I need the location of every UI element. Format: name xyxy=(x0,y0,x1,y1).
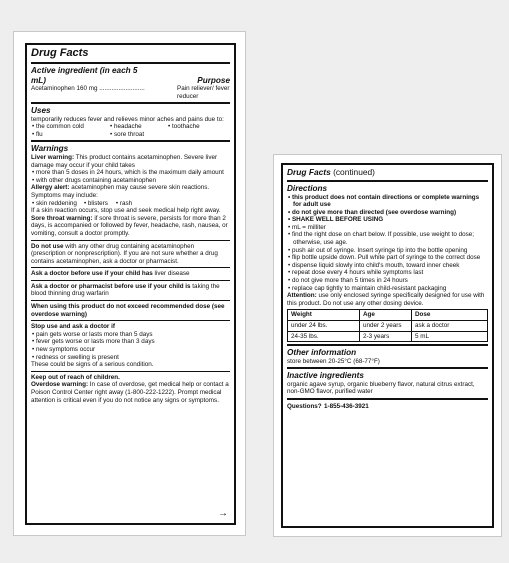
list-item: • do not give more than directed (see overdose warning) xyxy=(287,209,488,217)
active-heading: Active ingredient (in each 5 mL) xyxy=(31,66,138,85)
list-item: • rash xyxy=(115,200,133,208)
list-item: • more than 5 doses in 24 hours, which is the maximum daily amount xyxy=(31,169,230,177)
list-item: • pain gets worse or lasts more than 5 days xyxy=(31,331,230,339)
warnings-section xyxy=(31,140,230,237)
table-header: Weight xyxy=(288,310,360,321)
list-item: • this product does not contain directions or complete warnings for adult use xyxy=(287,194,488,209)
list-item: • push air out of syringe. Insert syringe tip into the bottle opening xyxy=(287,247,488,255)
other-info-section xyxy=(287,344,488,365)
keep-out: Keep out of reach of children. xyxy=(31,373,120,381)
active-ingredient-section xyxy=(31,62,230,100)
ask-pharmacist-section: Ask a doctor or pharmacist before use if your child is taking the blood thinning drug warfarin xyxy=(31,280,230,298)
keep-out-section xyxy=(31,371,230,404)
active-line: Acetaminophen 160 mg .......................... xyxy=(31,85,145,92)
allergy-alert: Allergy alert: acetaminophen may cause severe skin reactions. Symptoms may include: xyxy=(31,184,210,199)
drug-facts-title: Drug Facts xyxy=(31,47,89,59)
warnings-heading: Warnings xyxy=(31,144,69,154)
questions-phone: 1-855-436-3921 xyxy=(323,402,369,410)
list-item: • repeat dose every 4 hours while symptoms last xyxy=(287,269,488,277)
drug-facts-continued-box xyxy=(281,163,494,528)
questions-section xyxy=(287,398,488,411)
do-not-use-section: Do not use with any other drug containing acetaminophen (prescription or nonprescription). If you are not sure whether a drug contains acetaminophen, ask a doctor or pharmacist. xyxy=(31,240,230,266)
table-header: Age xyxy=(360,310,412,321)
drug-facts-panel-right xyxy=(273,154,502,537)
list-item: • skin reddening xyxy=(31,200,77,208)
other-text: store between 20-25°C (68-77°F) xyxy=(287,357,380,365)
list-item: • dispense liquid slowly into child's mouth, toward inner cheek xyxy=(287,262,488,270)
uses-intro: temporarily reduces fever and relieves minor aches and pains due to: xyxy=(31,115,224,123)
drug-facts-panel-left xyxy=(13,31,246,536)
dosing-table xyxy=(287,309,488,342)
stop-after: These could be signs of a serious condition. xyxy=(31,361,154,369)
inactive-heading: Inactive ingredients xyxy=(287,371,364,381)
inactive-text: organic agave syrup, organic blueberry flavor, natural citrus extract, non-GMO flavor, purified water xyxy=(287,380,475,396)
table-header: Dose xyxy=(412,310,488,321)
uses-heading: Uses xyxy=(31,106,51,116)
list-item: • flip bottle upside down. Pull white part of syringe to the correct dose xyxy=(287,254,488,262)
list-item: • redness or swelling is present xyxy=(31,354,230,362)
drug-facts-box xyxy=(25,43,236,525)
when-using-section: When using this product do not exceed recommended dose (see overdose warning) xyxy=(31,300,230,318)
inactive-section xyxy=(287,367,488,396)
stop-use-section xyxy=(31,320,230,369)
list-item: • SHAKE WELL BEFORE USING xyxy=(287,216,488,224)
arrow-right-icon: → xyxy=(218,508,228,519)
list-item: • the common cold xyxy=(31,123,109,131)
directions-section xyxy=(287,180,488,342)
drug-facts-continued-title: Drug Facts (continued) xyxy=(287,167,375,177)
list-item: • do not give more than 5 times in 24 hours xyxy=(287,277,488,285)
list-item: • blisters xyxy=(83,200,109,208)
list-item: • mL = milliter xyxy=(287,224,488,232)
list-item: • with other drugs containing acetaminophen xyxy=(31,177,230,185)
attention-note: Attention: use only enclosed syringe specifically designed for use with this product. Do not use any other dosing device. xyxy=(287,292,485,307)
stop-heading: Stop use and ask a doctor if xyxy=(31,323,115,331)
list-item: • new symptoms occur xyxy=(31,346,230,354)
ask-doctor-section: Ask a doctor before use if your child has liver disease xyxy=(31,267,230,278)
list-item: • fever gets worse or lasts more than 3 days xyxy=(31,338,230,346)
table-row: 24-35 lbs. 2-3 years 5 mL xyxy=(288,331,488,342)
list-item: • find the right dose on chart below. If possible, use weight to dose; otherwise, use age. xyxy=(287,231,488,246)
overdose-warning: Overdose warning: In case of overdose, get medical help or contact a Poison Control Center right away (1-800-222-1222). Prompt medical attention is critical even if you do not notice any signs or symptoms. xyxy=(31,381,229,404)
questions-label: Questions? xyxy=(287,402,322,410)
table-row: under 24 lbs. under 2 years ask a doctor xyxy=(288,321,488,332)
list-item: • flu xyxy=(31,131,109,139)
list-item: • headache xyxy=(109,123,167,131)
list-item: • replace cap tightly to maintain child-resistant packaging xyxy=(287,285,488,293)
uses-section xyxy=(31,102,230,138)
other-heading: Other information xyxy=(287,348,357,358)
sore-throat-warning: Sore throat warning: if sore throat is severe, persists for more than 2 days, is accompanied or followed by fever, headache, rash, nausea, or vomiting, consult a doctor promptly. xyxy=(31,214,228,237)
liver-warning: Liver warning: This product contains acetaminophen. Severe liver damage may occur if your child takes xyxy=(31,153,218,169)
list-item: • sore throat xyxy=(109,131,167,139)
directions-heading: Directions xyxy=(287,184,328,193)
purpose-heading: Purpose xyxy=(197,75,230,85)
allergy-after: If a skin reaction occurs, stop use and seek medical help right away. xyxy=(31,207,221,215)
purpose-text: Pain reliever/ fever reducer xyxy=(177,85,230,100)
list-item: • toothache xyxy=(167,123,227,131)
